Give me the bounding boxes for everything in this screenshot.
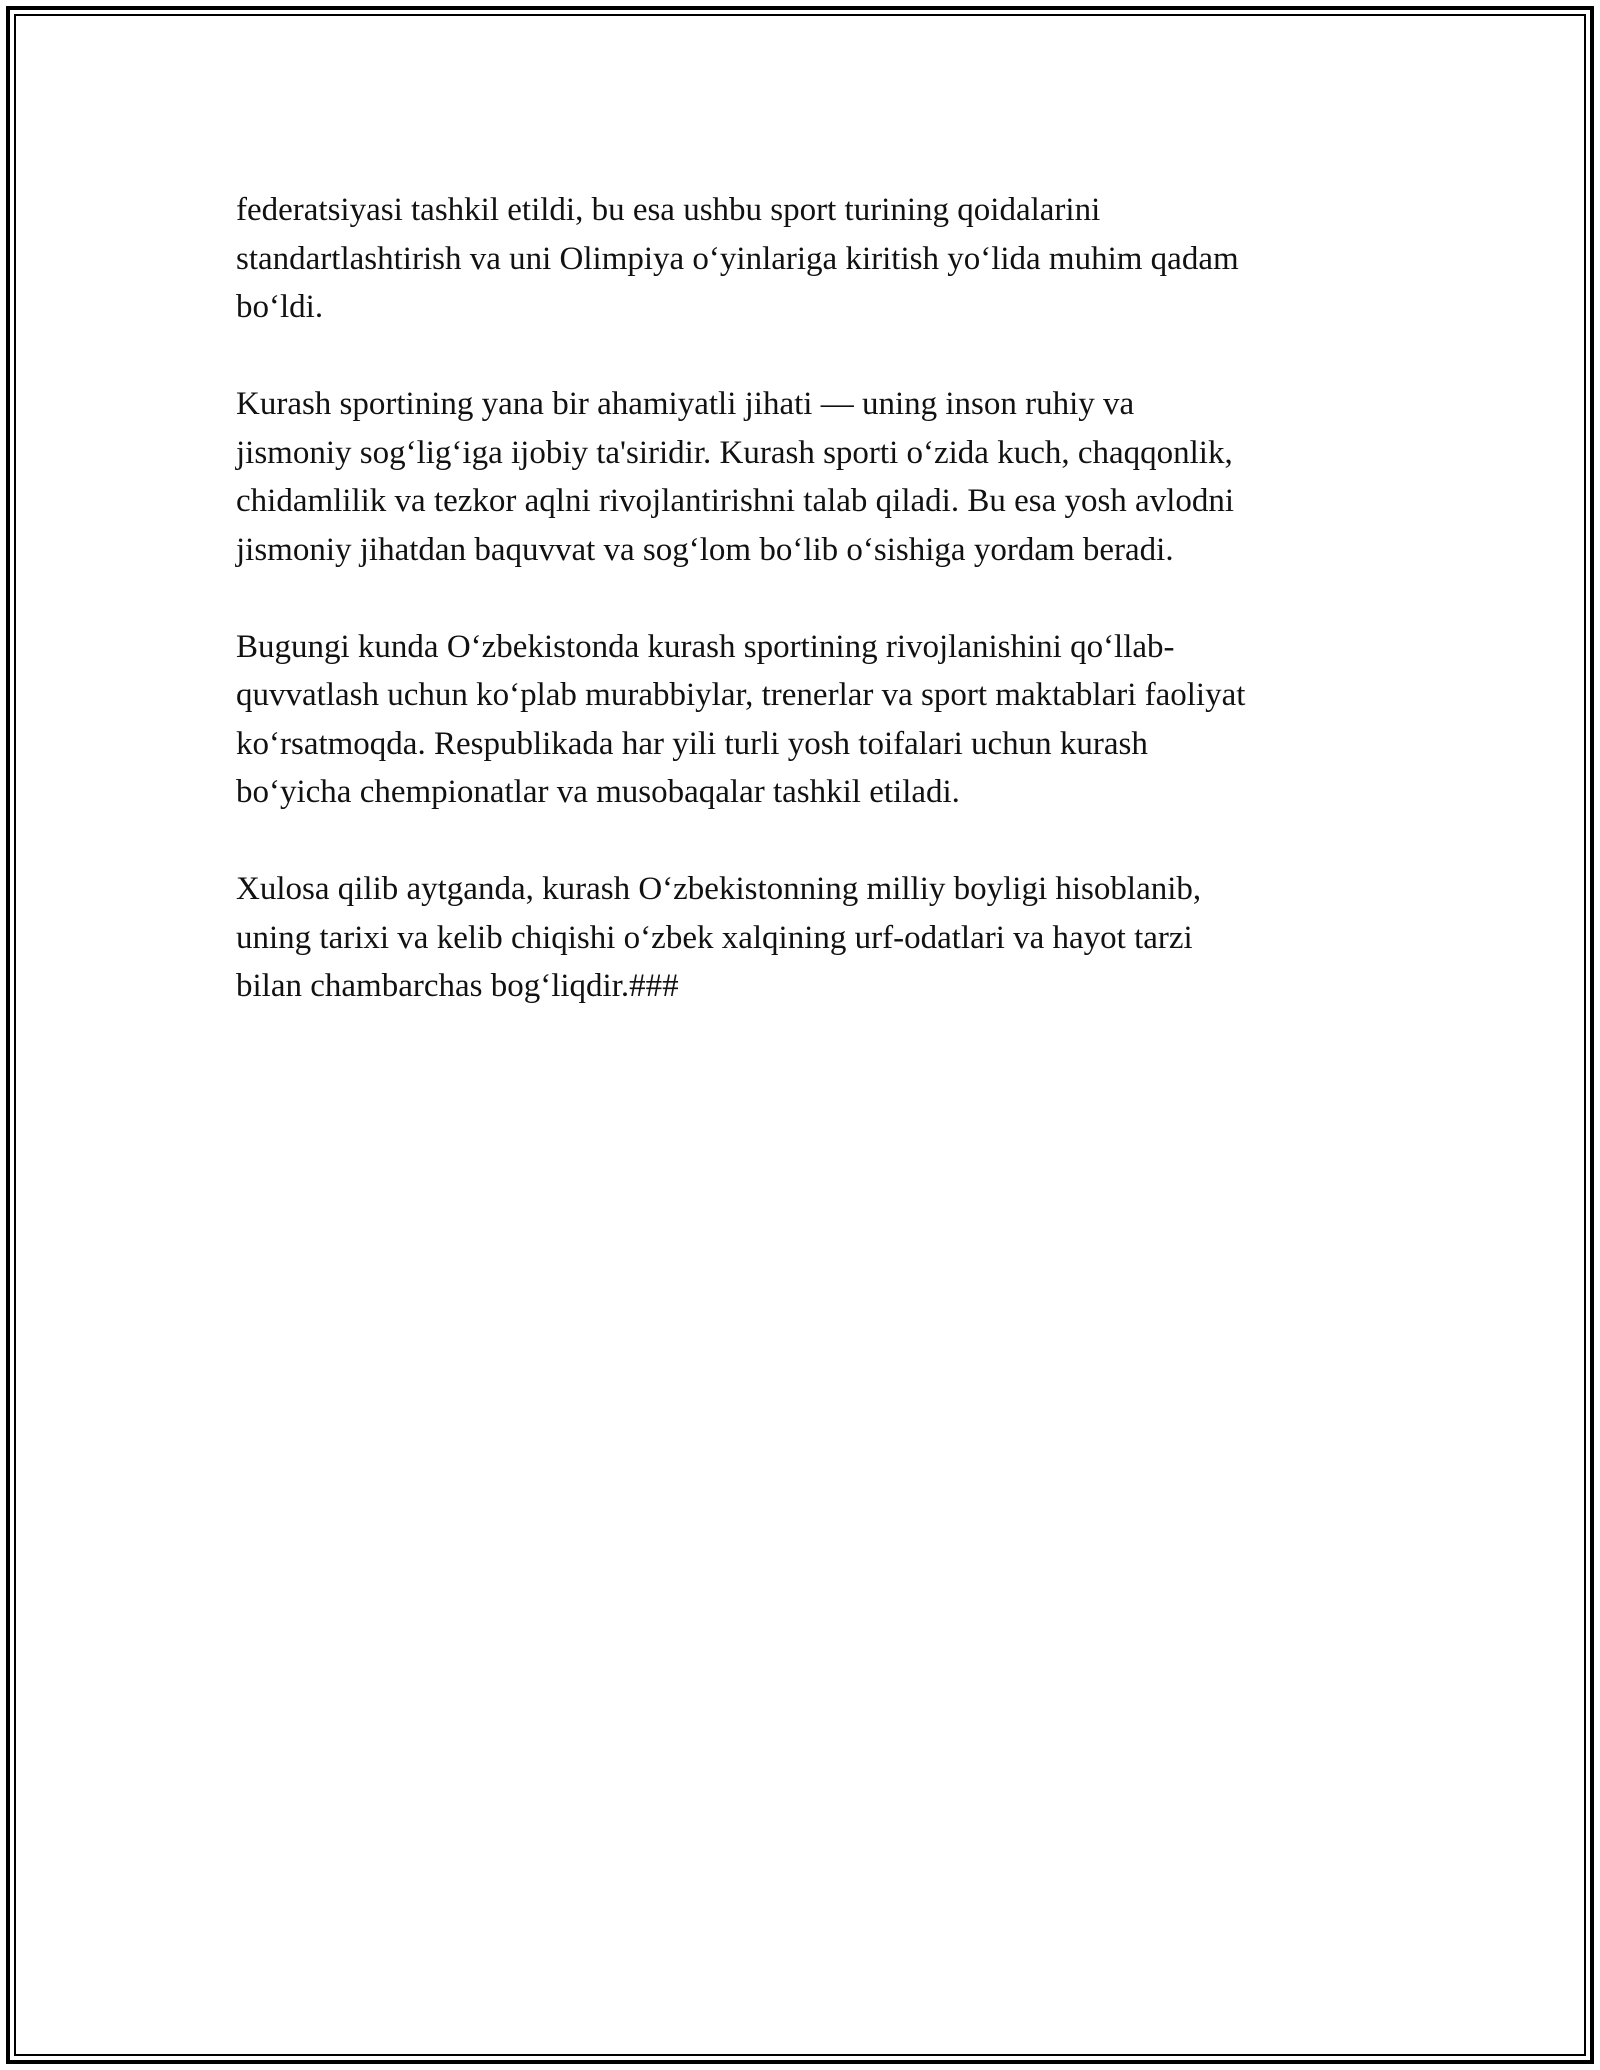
text-line: bilan chambarchas bog‘liqdir.### [236,968,679,1004]
text-line: Bugungi kunda O‘zbekistonda kurash sportining rivojlanishini qo‘llab- [236,628,1175,665]
text-line: bo‘yicha chempionatlar va musobaqalar tashkil etiladi. [236,774,960,810]
text-line: ko‘rsatmoqda. Respublikada har yili turli yosh toifalari uchun kurash [236,725,1148,762]
paragraph-development [236,623,1376,817]
text-line: quvvatlash uchun ko‘plab murabbiylar, trenerlar va sport maktablari faoliyat [236,677,1246,713]
paragraph-conclusion [236,865,1376,1011]
text-line: jismoniy sog‘lig‘iga ijobiy ta'siridir. Kurash sporti o‘zida kuch, chaqqonlik, [236,434,1233,471]
document-body [236,186,1376,1059]
text-line: federatsiyasi tashkil etildi, bu esa ushbu sport turining qoidalarini [236,192,1101,228]
text-line: bo‘ldi. [236,289,324,325]
text-line: Xulosa qilib aytganda, kurash O‘zbekistonning milliy boyligi hisoblanib, [236,871,1202,907]
text-line: chidamlilik va tezkor aqlni rivojlantirishni talab qiladi. Bu esa yosh avlodni [236,483,1235,519]
text-line: Kurash sportining yana bir ahamiyatli jihati — uning inson ruhiy va [236,386,1135,422]
paragraph-health-impact [236,380,1376,574]
text-line: jismoniy jihatdan baquvvat va sog‘lom bo‘lib o‘sishiga yordam beradi. [236,531,1174,568]
paragraph-federation [236,186,1376,332]
text-line: uning tarixi va kelib chiqishi o‘zbek xalqining urf-odatlari va hayot tarzi [236,919,1193,956]
text-line: standartlashtirish va uni Olimpiya o‘yinlariga kiritish yo‘lida muhim qadam [236,240,1239,277]
